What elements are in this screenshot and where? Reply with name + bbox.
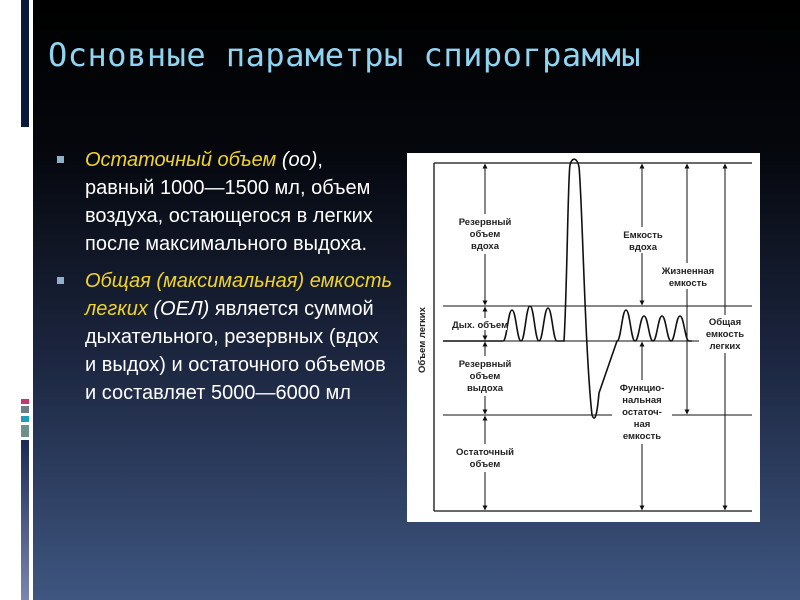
spirogram-diagram [407, 153, 760, 522]
label-tidal-volume [449, 318, 508, 331]
label-expiratory-reserve [451, 356, 521, 396]
svg-text:емкость: емкость [668, 278, 708, 289]
label-total-capacity [699, 315, 755, 353]
svg-text:вдоха: вдоха [470, 241, 500, 252]
svg-text:емкость: емкость [622, 431, 662, 442]
bullet-item-residual-volume [55, 146, 395, 258]
svg-text:Резервный: Резервный [458, 217, 512, 228]
svg-text:нальная: нальная [622, 395, 662, 406]
text-total-capacity: является суммой дыхательного, резервных (вдох и выдох) и остаточного объемов и составляет 5000—6000 мл [85, 298, 386, 404]
svg-text:емкость: емкость [705, 329, 745, 340]
svg-text:Дых. объем: Дых. объем [452, 320, 509, 331]
term-residual-volume: Остаточный объем [85, 149, 277, 171]
svg-text:Резервный: Резервный [458, 359, 512, 370]
svg-text:Общая: Общая [708, 317, 742, 328]
svg-text:легких: легких [709, 341, 741, 352]
bullet-marker [57, 277, 64, 284]
svg-text:объем: объем [469, 459, 501, 470]
svg-text:объем: объем [469, 229, 501, 240]
label-inspiratory-reserve [451, 214, 521, 254]
label-inspiratory-capacity [620, 227, 666, 253]
svg-text:Функцио-: Функцио- [619, 383, 665, 394]
bullet-item-total-capacity [55, 267, 395, 407]
svg-text:ная: ная [633, 419, 651, 430]
bullet-marker [57, 156, 64, 163]
svg-text:Остаточный: Остаточный [456, 447, 514, 458]
abbr-residual-volume: (оо) [276, 149, 318, 171]
svg-text:вдоха: вдоха [628, 242, 658, 253]
y-axis-label: Объем легких [417, 307, 428, 373]
svg-text:остаточ-: остаточ- [622, 407, 662, 418]
svg-text:выдоха: выдоха [466, 383, 504, 394]
label-functional-residual-capacity [612, 380, 672, 444]
svg-text:объем: объем [469, 371, 501, 382]
bullet-list [55, 146, 395, 416]
label-residual-volume [447, 444, 525, 472]
label-vital-capacity [653, 263, 721, 289]
spirogram-svg [407, 153, 760, 522]
svg-text:Жизненная: Жизненная [661, 266, 715, 277]
side-decoration [0, 0, 33, 600]
svg-text:Емкость: Емкость [623, 230, 663, 241]
abbr-total-capacity: (ОЕЛ) [147, 298, 210, 320]
text-residual-volume: , равный 1000—1500 мл, объем воздуха, остающегося в легких после максимального выдоха. [85, 149, 373, 255]
slide-title: Основные параметры спирограммы [48, 36, 641, 74]
term-total-capacity: Общая (максимальная) емкость легких [85, 270, 393, 320]
